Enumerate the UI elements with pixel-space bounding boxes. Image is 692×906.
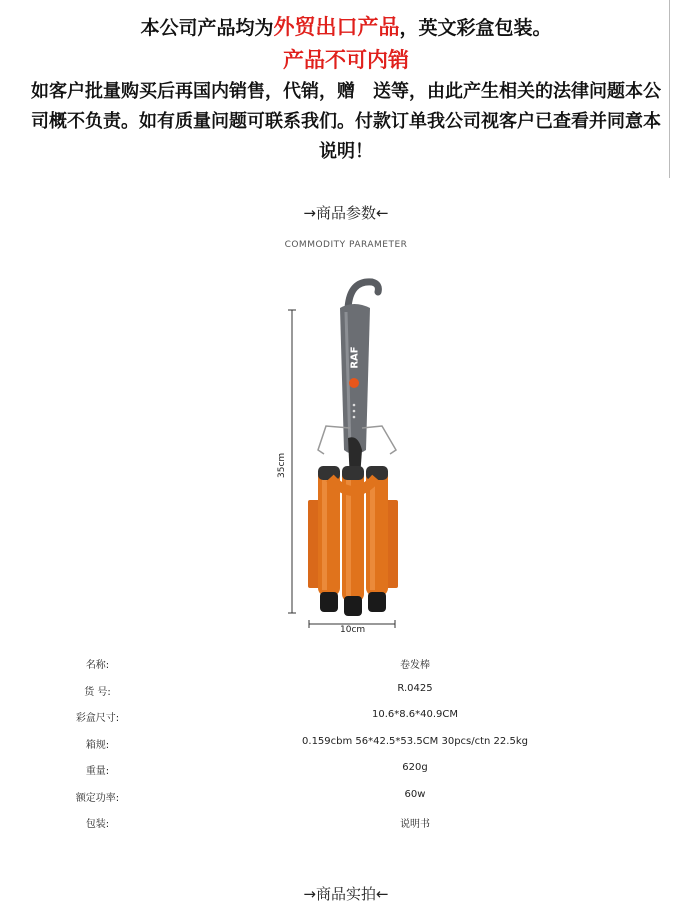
param-value: 620g: [402, 762, 428, 773]
notice-line-2: 产品不可内销: [283, 48, 409, 72]
param-value: 卷发棒: [400, 660, 430, 671]
notice-line-1: [0, 12, 692, 43]
param-key: 包装:: [85, 819, 110, 830]
param-key: 重量:: [85, 766, 110, 777]
param-key: 彩盒尺寸:: [75, 713, 120, 724]
curling-iron-illustration: [262, 268, 442, 638]
param-row-weight: [0, 756, 692, 783]
param-value: R.0425: [397, 682, 433, 694]
param-row-item-number: [0, 677, 692, 704]
notice-prefix: 本公司产品均为: [140, 17, 274, 39]
param-row-name: [0, 650, 692, 677]
param-key: 货 号:: [84, 686, 111, 698]
export-notice: [0, 12, 692, 167]
param-row-power: [0, 783, 692, 810]
param-key: 名称:: [85, 660, 110, 671]
section-title-photos: →商品实拍←: [303, 885, 389, 903]
param-value: 60w: [404, 788, 426, 800]
param-value: 0.159cbm 56*42.5*53.5CM 30pcs/ctn 22.5kg: [302, 735, 528, 747]
param-row-packaging: [0, 809, 692, 836]
notice-highlight: 外贸出口产品: [273, 15, 400, 39]
notice-disclaimer: 如客户批量购买后再国内销售，代销，赠 送等，由此产生相关的法律问题本公司概不负责。如有质量问题可联系我们。付款订单我公司视客户已查看并同意本说明！: [31, 81, 661, 162]
param-value: 说明书: [400, 819, 430, 830]
product-image: [262, 268, 442, 638]
section-subtitle-parameters: COMMODITY PARAMETER: [284, 240, 408, 250]
height-dimension-label: 35cm: [277, 452, 287, 478]
section-title-parameters: →商品参数←: [303, 204, 389, 222]
notice-suffix: ，英文彩盒包装。: [399, 17, 552, 39]
param-key: 额定功率:: [75, 792, 120, 804]
param-value: 10.6*8.6*40.9CM: [371, 709, 459, 720]
width-dimension-label: 10cm: [340, 625, 366, 635]
brand-logo: RAF: [349, 346, 361, 369]
parameter-table: [0, 650, 692, 836]
param-key: 箱规:: [85, 739, 110, 751]
param-row-carton: [0, 730, 692, 757]
param-row-box-size: [0, 703, 692, 730]
